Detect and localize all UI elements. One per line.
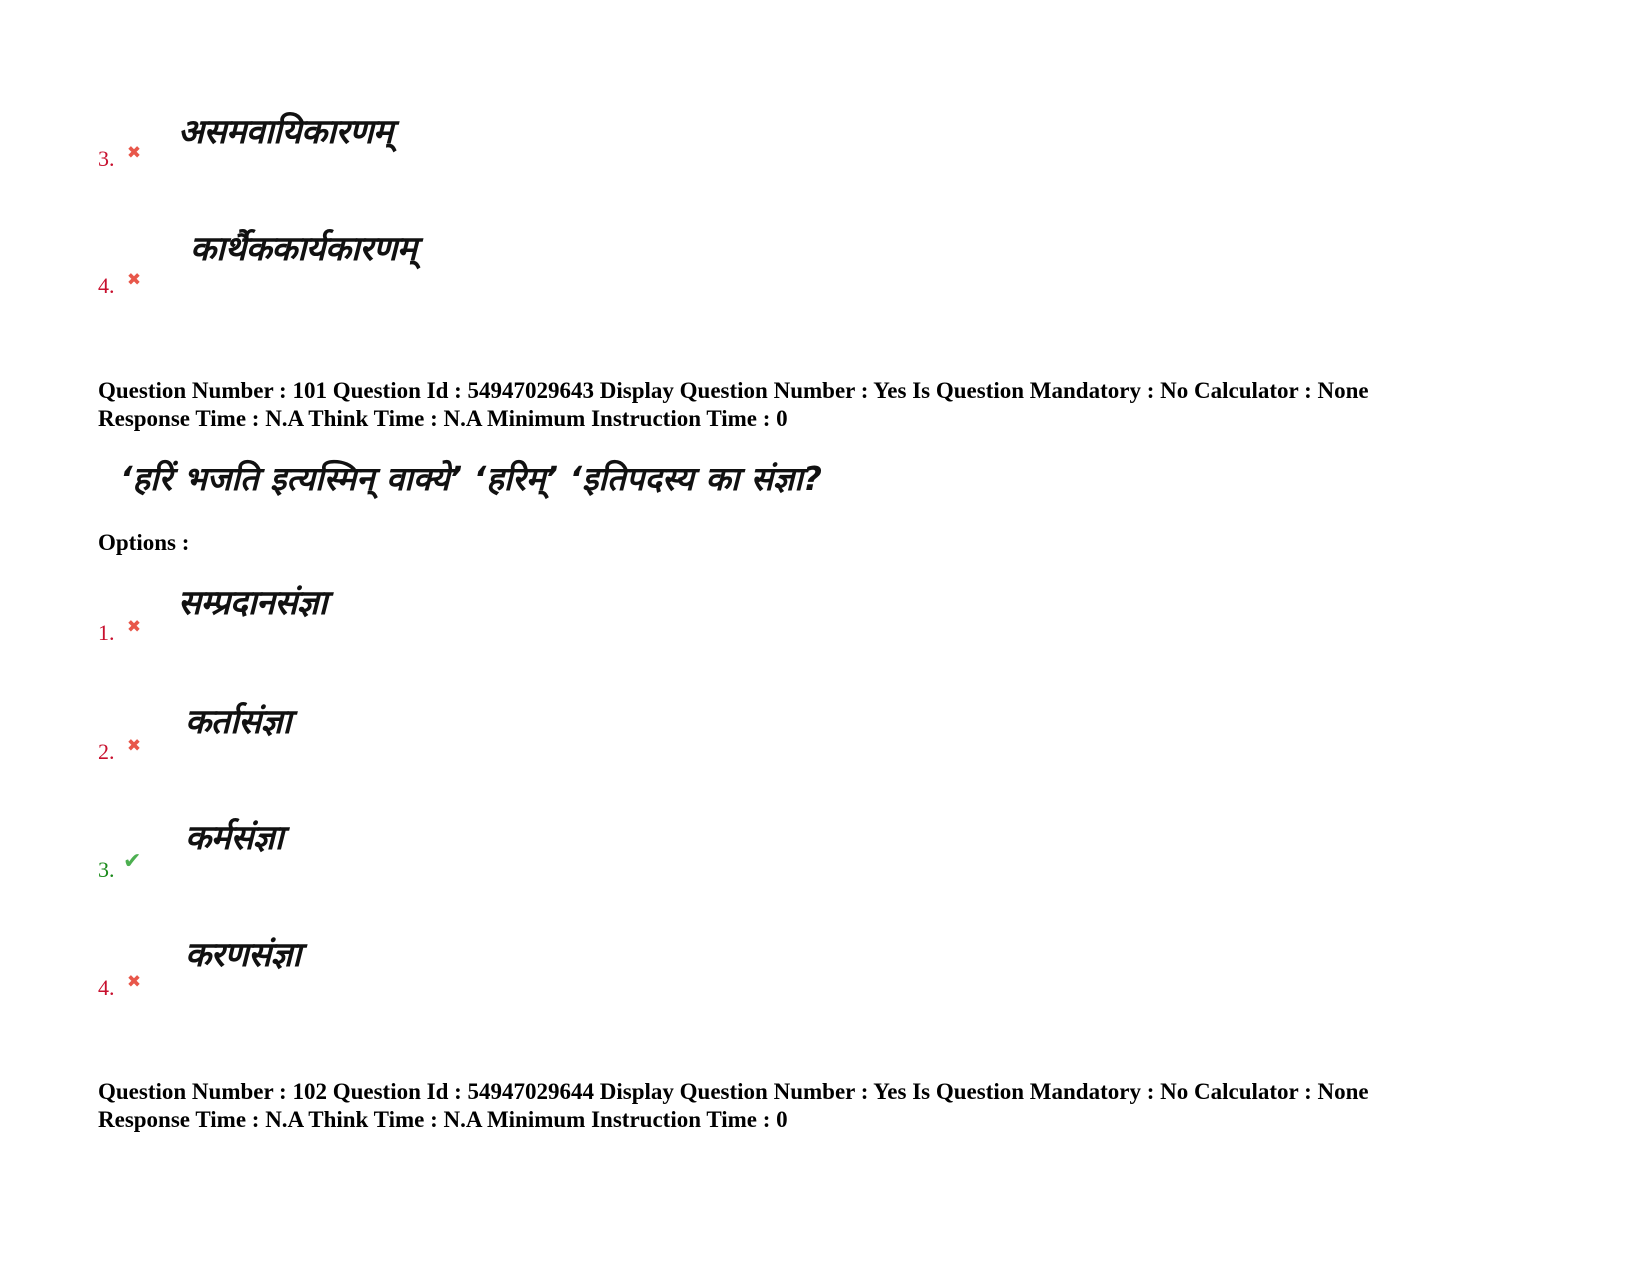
option-number: 4. — [98, 975, 115, 1000]
cross-icon: ✖ — [126, 736, 142, 756]
question-meta-line2: Response Time : N.A Think Time : N.A Minimum Instruction Time : 0 — [98, 1107, 788, 1132]
cross-icon: ✖ — [126, 617, 142, 637]
question-meta-line1: Question Number : 101 Question Id : 54947029643 Display Question Number : Yes Is Question Mandatory : No Calculator : None — [98, 378, 1369, 403]
option-number: 4. — [98, 273, 115, 298]
option-text: कर्मसंज्ञा — [185, 818, 284, 858]
option-number: 2. — [98, 739, 115, 764]
question-meta-line1: Question Number : 102 Question Id : 54947029644 Display Question Number : Yes Is Question Mandatory : No Calculator : None — [98, 1079, 1369, 1104]
option-number: 3. — [98, 146, 115, 171]
cross-icon: ✖ — [126, 143, 142, 163]
option-text: कार्थैककार्यकारणम् — [190, 229, 417, 269]
option-number: 3. — [98, 857, 115, 882]
option-text: सम्प्रदानसंज्ञा — [178, 583, 327, 623]
check-icon: ✔ — [123, 849, 142, 874]
option-number: 1. — [98, 620, 115, 645]
question-text: ‘हरिं भजति इत्यस्मिन् वाक्ये’ ‘हरिम्’ ‘इतिपदस्य का संज्ञा? — [120, 459, 822, 498]
option-text: करणसंज्ञा — [185, 935, 301, 975]
question-meta-line2: Response Time : N.A Think Time : N.A Minimum Instruction Time : 0 — [98, 406, 788, 431]
cross-icon: ✖ — [126, 270, 142, 290]
cross-icon: ✖ — [126, 972, 142, 992]
options-label: Options : — [98, 530, 190, 555]
option-text: कर्तासंज्ञा — [185, 702, 291, 742]
option-text: असमवायिकारणम् — [178, 112, 393, 152]
